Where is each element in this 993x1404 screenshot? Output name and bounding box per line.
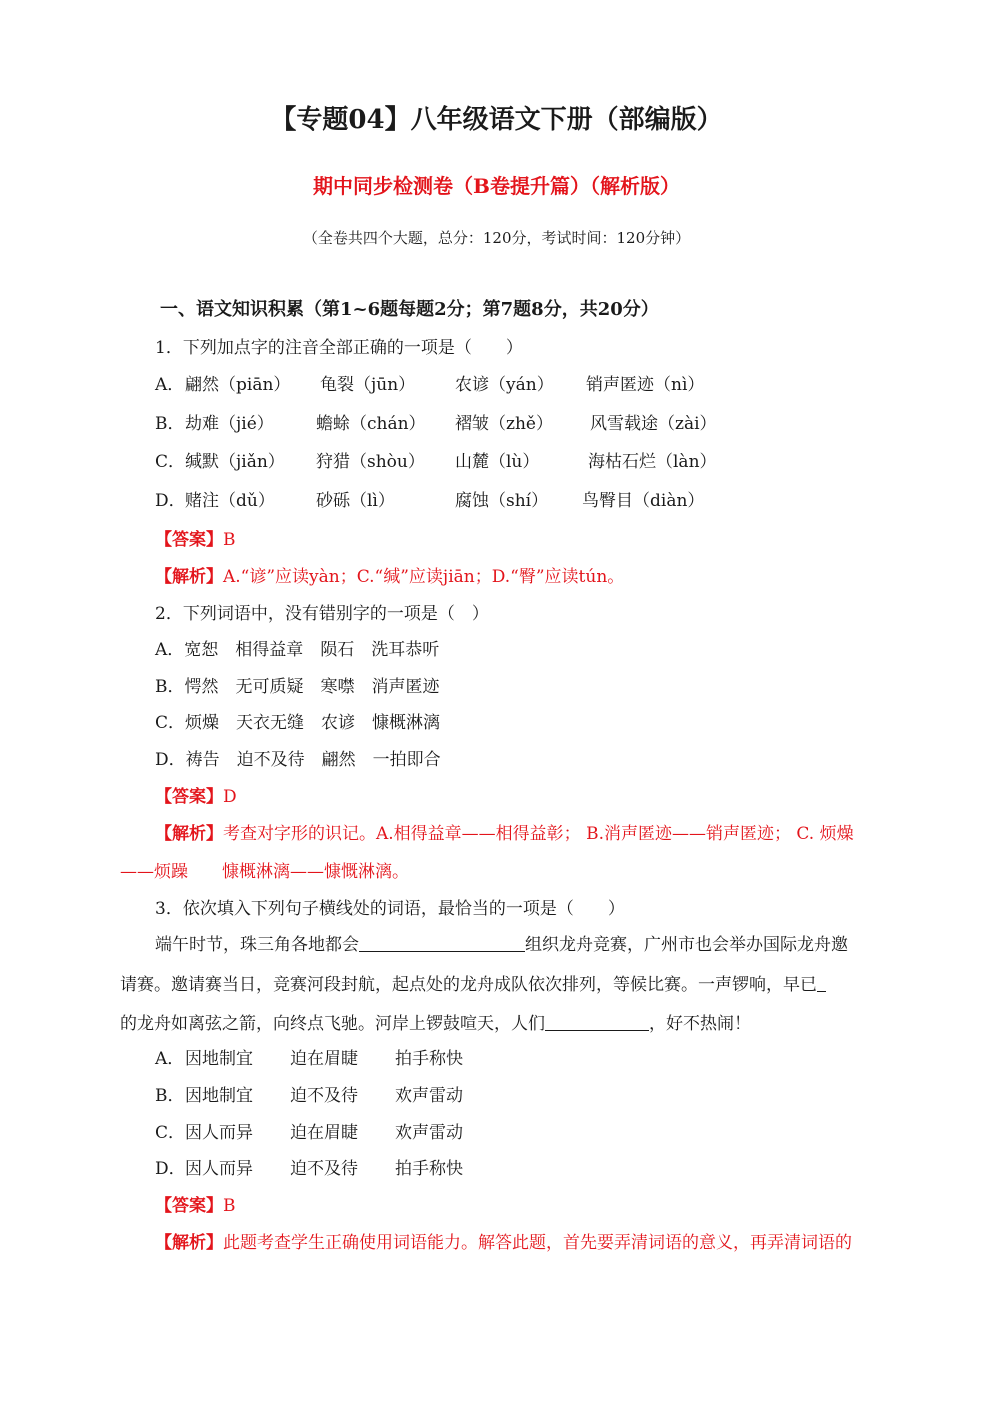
q1-option-item: 褶皱（zhě） xyxy=(455,414,553,434)
q3-passage-line-1 xyxy=(155,930,848,960)
answer-value: B xyxy=(223,530,236,550)
analysis-tag: 【解析】 xyxy=(155,1233,223,1253)
q3-stem: 3．依次填入下列句子横线处的词语，最恰当的一项是（ ） xyxy=(155,899,625,919)
q2-option-text: 烦燥 天衣无缝 农谚 慷概淋漓 xyxy=(185,713,441,733)
answer-tag: 【答案】 xyxy=(155,530,223,550)
q3-option-item: 因人而异 xyxy=(185,1123,253,1143)
q2-option-text: 祷告 迫不及待 翩然 一拍即合 xyxy=(185,750,441,770)
q3-option-item: 因地制宜 xyxy=(185,1049,253,1069)
q1-option-item: 龟裂（jūn） xyxy=(320,375,416,395)
q2-option-label: B． xyxy=(155,677,185,697)
q1-option-item: 缄默（jiǎn） xyxy=(185,452,285,472)
analysis-tag: 【解析】 xyxy=(155,824,223,844)
analysis-tag: 【解析】 xyxy=(155,567,223,587)
answer-value: B xyxy=(223,1196,236,1216)
q3-option-item: 拍手称快 xyxy=(395,1159,463,1179)
q3-option-item: 迫在眉睫 xyxy=(290,1049,358,1069)
q3-option-label: D． xyxy=(155,1159,186,1179)
q2-option-text: 宽恕 相得益章 陨石 洗耳恭听 xyxy=(184,640,440,660)
q2-analysis-continued: ——烦躁 慷概淋漓——慷慨淋漓。 xyxy=(120,862,409,882)
q2-option-label: A． xyxy=(155,640,185,660)
fill-blank-3 xyxy=(545,1010,649,1031)
q1-answer xyxy=(155,525,236,555)
exam-note: （全卷共四个大题，总分：120分，考试时间：120分钟） xyxy=(302,229,691,247)
q3-option-item: 拍手称快 xyxy=(395,1049,463,1069)
passage-text: 组织龙舟竞赛，广州市也会举办国际龙舟邀 xyxy=(525,935,848,955)
q2-option-label: D． xyxy=(155,750,186,770)
q1-stem: 1．下列加点字的注音全部正确的一项是（ ） xyxy=(155,338,523,358)
q2-option-c xyxy=(155,708,440,738)
q1-analysis xyxy=(155,562,624,592)
q3-option-label: A． xyxy=(155,1049,185,1069)
q1-option-label: A． xyxy=(155,375,185,395)
q3-answer xyxy=(155,1191,236,1221)
passage-text: 的龙舟如离弦之箭，向终点飞驰。河岸上锣鼓喧天，人们 xyxy=(120,1014,545,1034)
q3-passage-line-2 xyxy=(120,970,826,1000)
fill-blank-2 xyxy=(817,971,826,992)
q3-option-item: 欢声雷动 xyxy=(395,1123,463,1143)
q2-option-label: C． xyxy=(155,713,186,733)
q1-option-item: 翩然（piān） xyxy=(185,375,291,395)
q1-option-item: 劫难（jié） xyxy=(185,414,274,434)
answer-tag: 【答案】 xyxy=(155,1196,223,1216)
fill-blank-1 xyxy=(359,931,525,952)
section-heading: 一、语文知识积累（第1~6题每题2分；第7题8分，共20分） xyxy=(160,299,659,320)
q2-option-b xyxy=(155,672,440,702)
q2-option-text: 愕然 无可质疑 寒噤 消声匿迹 xyxy=(184,677,440,697)
q1-option-item: 鸟臀目（diàn） xyxy=(582,491,705,511)
q1-option-label: D． xyxy=(155,491,186,511)
q3-option-label: B． xyxy=(155,1086,185,1106)
q2-analysis xyxy=(155,819,854,849)
q1-option-item: 风雪载途（zài） xyxy=(590,414,717,434)
q2-stem: 2．下列词语中，没有错别字的一项是（ ） xyxy=(155,604,489,624)
q3-option-item: 因人而异 xyxy=(185,1159,253,1179)
q1-option-item: 山麓（lù） xyxy=(455,452,540,472)
q3-option-item: 迫不及待 xyxy=(290,1159,358,1179)
q1-option-label: B． xyxy=(155,414,185,434)
passage-text: ，好不热闹！ xyxy=(649,1014,751,1034)
analysis-text: A.“谚”应读yàn；C.“缄”应读jiān；D.“臀”应读tún。 xyxy=(223,567,625,587)
q1-option-item: 海枯石烂（làn） xyxy=(588,452,717,472)
doc-title: 【专题04】八年级语文下册（部编版） xyxy=(270,105,723,135)
q1-option-item: 销声匿迹（nì） xyxy=(586,375,705,395)
doc-subtitle: 期中同步检测卷（B卷提升篇）（解析版） xyxy=(313,174,680,198)
q1-option-item: 狩猎（shòu） xyxy=(316,452,425,472)
q3-option-item: 欢声雷动 xyxy=(395,1086,463,1106)
analysis-text: 此题考查学生正确使用词语能力。解答此题，首先要弄清词语的意义，再弄清词语的 xyxy=(223,1233,852,1253)
passage-text: 端午时节，珠三角各地都会 xyxy=(155,935,359,955)
passage-text: 请赛。邀请赛当日，竞赛河段封航，起点处的龙舟成队依次排列，等候比赛。一声锣响，早已 xyxy=(120,975,817,995)
q1-option-item: 农谚（yán） xyxy=(455,375,554,395)
q2-option-a xyxy=(155,635,439,665)
q2-option-d xyxy=(155,745,441,775)
q3-passage-line-3 xyxy=(120,1009,751,1039)
answer-tag: 【答案】 xyxy=(155,787,223,807)
q3-option-item: 迫在眉睫 xyxy=(290,1123,358,1143)
q1-option-label: C． xyxy=(155,452,186,472)
q1-option-item: 蟾蜍（chán） xyxy=(316,414,426,434)
q1-option-item: 砂砾（lì） xyxy=(316,491,395,511)
q3-analysis xyxy=(155,1228,852,1258)
analysis-text: 考查对字形的识记。A.相得益章——相得益彰； B.消声匿迹——销声匿迹； C. 烦燥 xyxy=(223,824,854,844)
q2-answer xyxy=(155,782,237,812)
q1-option-item: 赌注（dǔ） xyxy=(185,491,275,511)
q3-option-label: C． xyxy=(155,1123,186,1143)
q3-option-item: 因地制宜 xyxy=(185,1086,253,1106)
answer-value: D xyxy=(223,787,237,807)
q1-option-item: 腐蚀（shí） xyxy=(455,491,549,511)
q3-option-item: 迫不及待 xyxy=(290,1086,358,1106)
